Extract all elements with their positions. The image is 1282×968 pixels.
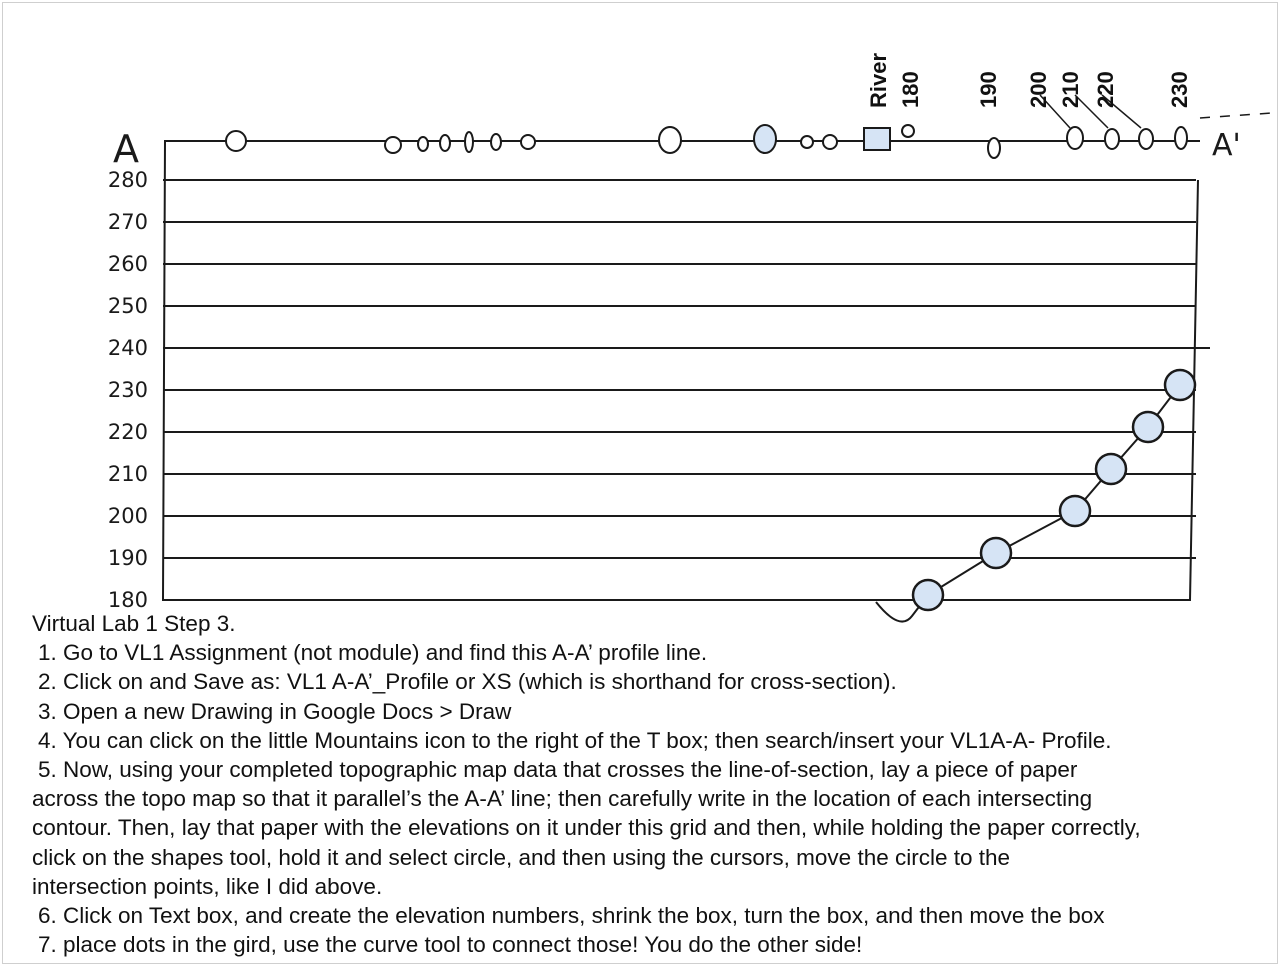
- instruction-line: 7. place dots in the gird, use the curve tool to connect those! You do the other side!: [38, 932, 863, 958]
- elevation-label: 280: [107, 168, 148, 192]
- top-label: River: [866, 52, 891, 108]
- instruction-line: 6. Click on Text box, and create the elevation numbers, shrink the box, turn the box, and then move the box: [38, 903, 1105, 929]
- elevation-label: 200: [107, 504, 148, 528]
- top-label: 200: [1026, 71, 1051, 108]
- elevation-label: 270: [107, 210, 148, 234]
- leader-lines: [1040, 95, 1141, 128]
- crossing-marker: [465, 132, 473, 152]
- elevation-label: 180: [107, 588, 148, 612]
- crossing-marker: [754, 125, 776, 153]
- instructions-heading: Virtual Lab 1 Step 3.: [32, 611, 236, 636]
- elevation-label: 210: [107, 462, 148, 486]
- profile-point: [1165, 370, 1195, 400]
- top-label: 230: [1167, 71, 1192, 108]
- profile-point: [1096, 454, 1126, 484]
- crossing-marker: [1175, 127, 1187, 149]
- elevation-label: 220: [107, 420, 148, 444]
- crossing-marker: [521, 135, 535, 149]
- profile-point: [1133, 412, 1163, 442]
- instruction-line: 4. You can click on the little Mountains icon to the right of the T box; then search/insert your VL1A-A- Profile.: [38, 727, 1112, 753]
- grid-lines: [163, 180, 1196, 558]
- crossing-marker: [418, 137, 428, 151]
- crossing-marker: [1105, 129, 1119, 149]
- crossing-marker: [988, 138, 1000, 158]
- grid-outline: [163, 140, 1198, 600]
- instruction-line: 1. Go to VL1 Assignment (not module) and find this A-A’ profile line.: [38, 640, 708, 666]
- top-label: 190: [976, 71, 1001, 108]
- elevation-label: 230: [107, 378, 148, 402]
- profile-points: [913, 370, 1195, 610]
- river-square-icon: [864, 128, 890, 150]
- end-label: A': [1212, 128, 1241, 163]
- crossing-marker: [491, 134, 501, 150]
- start-label: A: [113, 127, 139, 171]
- instruction-line: contour. Then, lay that paper with the elevations on it under this grid and then, while holding the paper correctly,: [32, 815, 1141, 841]
- section-line-extension: [1200, 113, 1272, 118]
- elevation-axis: [108, 168, 148, 612]
- profile-point: [1060, 496, 1090, 526]
- crossing-marker: [226, 131, 246, 151]
- crossing-marker: [1067, 127, 1083, 149]
- elevation-label: 190: [107, 546, 148, 570]
- crossing-marker: [902, 125, 914, 137]
- instruction-line: across the topo map so that it parallel’s the A-A’ line; then carefully write in the location of each intersecting: [32, 786, 1093, 812]
- elevation-label: 240: [107, 336, 148, 360]
- instruction-line: 3. Open a new Drawing in Google Docs > Draw: [38, 698, 512, 724]
- instruction-line: 2. Click on and Save as: VL1 A-A’_Profile or XS (which is shorthand for cross-section).: [38, 669, 897, 695]
- profile-point: [981, 538, 1011, 568]
- crossing-marker: [823, 135, 837, 149]
- crossing-marker: [440, 135, 450, 151]
- top-label: 210: [1058, 71, 1083, 108]
- crossing-marker: [801, 136, 813, 148]
- top-label: 220: [1093, 71, 1118, 108]
- crossing-marker: [385, 137, 401, 153]
- instruction-line: 5. Now, using your completed topographic map data that crosses the line-of-section, lay a piece of paper: [38, 757, 1078, 783]
- elevation-label: 250: [107, 294, 148, 318]
- top-label: 180: [898, 71, 923, 108]
- top-labels: [866, 53, 1192, 108]
- instructions: [32, 609, 1272, 959]
- crossing-marker: [1139, 129, 1153, 149]
- profile-point: [913, 580, 943, 610]
- instruction-line: intersection points, like I did above.: [32, 873, 383, 899]
- crossing-marker: [659, 127, 681, 153]
- elevation-label: 260: [107, 252, 148, 276]
- instruction-line: click on the shapes tool, hold it and select circle, and then using the cursors, move the circle to the: [32, 844, 1011, 870]
